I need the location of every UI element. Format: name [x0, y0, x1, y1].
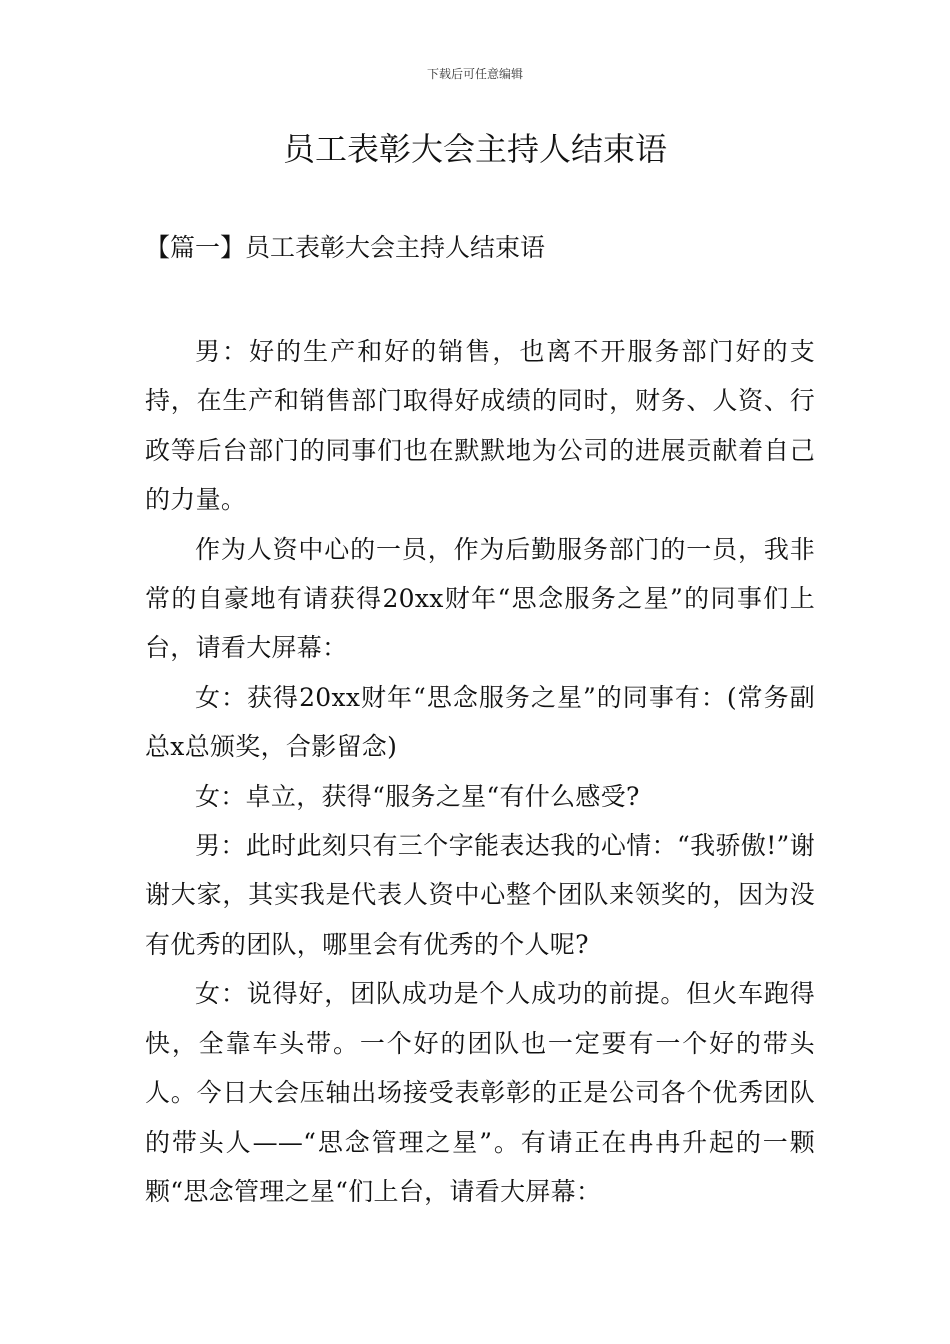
document-title: 员工表彰大会主持人结束语 — [282, 130, 667, 168]
paragraph-1: 男：好的生产和好的销售，也离不开服务部门好的支持，在生产和销售部门取得好成绩的同时，财务、人资、行政等后台部门的同事们也在默默地为公司的进展贡献着自己的力量。 — [145, 337, 815, 515]
paragraph-3: 女：获得20xx财年“思念服务之星”的同事有：(常务副总x总颁奖，合影留念) — [145, 682, 815, 762]
section-heading: 【篇一】员工表彰大会主持人结束语 — [145, 233, 546, 262]
paragraph-4: 女：卓立，获得“服务之星“有什么感受? — [195, 781, 640, 811]
paragraph-5: 男：此时此刻只有三个字能表达我的心情：“我骄傲!”谢谢大家，其实我是代表人资中心整个团队来领奖的，因为没有优秀的团队，哪里会有优秀的个人呢? — [145, 831, 815, 959]
document-body — [145, 327, 815, 1216]
paragraph-6: 女：说得好，团队成功是个人成功的前提。但火车跑得快，全靠车头带。一个好的团队也一定要有一个好的带头人。今日大会压轴出场接受表彰彰的正是公司各个优秀团队的带头人——“思念管理之星”。有请正在冉冉升起的一颗颗“思念管理之星“们上台，请看大屏幕： — [145, 979, 815, 1206]
page-header-note: 下载后可任意编辑 — [426, 67, 523, 81]
paragraph-2: 作为人资中心的一员，作为后勤服务部门的一员，我非常的自豪地有请获得20xx财年“思念服务之星”的同事们上台，请看大屏幕： — [145, 534, 815, 663]
